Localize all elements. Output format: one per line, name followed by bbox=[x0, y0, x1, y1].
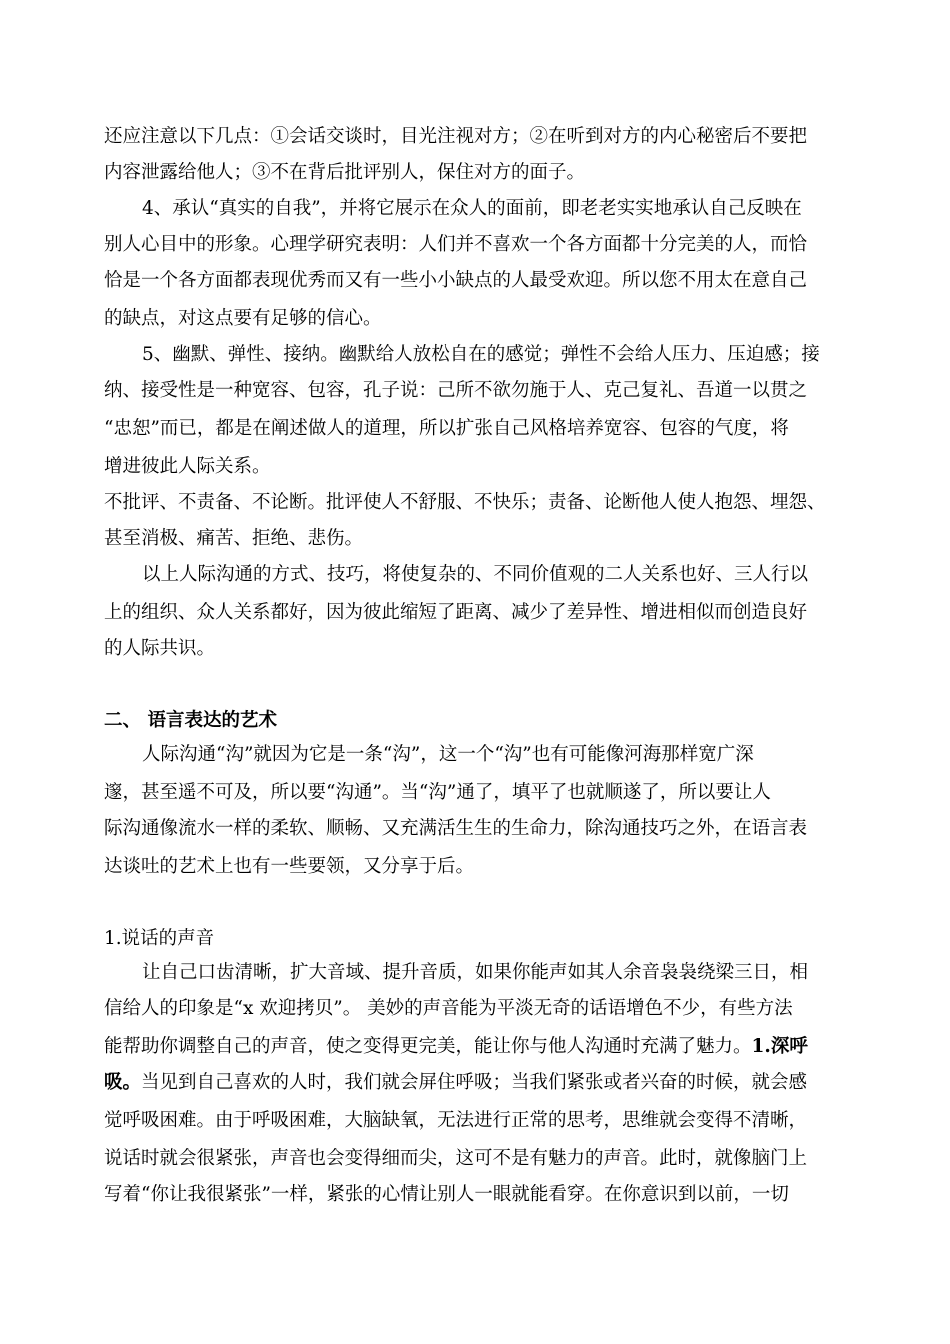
paragraph-line: “忠恕”而已，都是在阐述做人的道理，所以扩张自己风格培养宽容、包容的气度，将 bbox=[104, 418, 789, 439]
bold-term: 1.深呼 bbox=[751, 1036, 808, 1057]
paragraph-line: 说话时就会很紧张，声音也会变得细而尖，这可不是有魅力的声音。此时，就像脑门上 bbox=[104, 1148, 808, 1169]
paragraph-text: 当见到自己喜欢的人时，我们就会屏住呼吸；当我们紧张或者兴奋的时候，就会感 bbox=[141, 1072, 808, 1093]
paragraph-line: 内容泄露给他人；③不在背后批评别人，保住对方的面子。 bbox=[104, 162, 586, 183]
section-heading: 二、 语言表达的艺术 bbox=[104, 710, 277, 731]
paragraph-text: 能帮助你调整自己的声音，使之变得更完美，能让你与他人沟通时充满了魅力。 bbox=[104, 1036, 752, 1057]
paragraph-line: 恰是一个各方面都表现优秀而又有一些小小缺点的人最受欢迎。所以您不用太在意自己 bbox=[104, 270, 808, 291]
paragraph-line: 觉呼吸困难。由于呼吸困难，大脑缺氧，无法进行正常的思考，思维就会变得不清晰， bbox=[104, 1110, 808, 1131]
paragraph-line: 的人际共识。 bbox=[104, 638, 216, 659]
paragraph-line: 还应注意以下几点：①会话交谈时，目光注视对方；②在听到对方的内心秘密后不要把 bbox=[104, 126, 808, 147]
paragraph-line: 5、幽默、弹性、接纳。幽默给人放松自在的感觉；弹性不会给人压力、压迫感；接 bbox=[142, 344, 820, 365]
paragraph-line: 以上人际沟通的方式、技巧，将使复杂的、不同价值观的二人关系也好、三人行以 bbox=[142, 564, 809, 585]
subheading: 1.说话的声音 bbox=[104, 928, 215, 949]
paragraph-line: 不批评、不责备、不论断。批评使人不舒服、不快乐；责备、论断他人使人抱怨、埋怨、 bbox=[104, 492, 826, 513]
paragraph-line: 上的组织、众人关系都好，因为彼此缩短了距离、减少了差异性、增进相似而创造良好 bbox=[104, 602, 808, 623]
paragraph-line: 让自己口齿清晰，扩大音域、提升音质，如果你能声如其人余音袅袅绕梁三日，相 bbox=[142, 962, 809, 983]
paragraph-line: 写着“你让我很紧张”一样，紧张的心情让别人一眼就能看穿。在你意识到以前，一切 bbox=[104, 1184, 789, 1205]
paragraph-line: 达谈吐的艺术上也有一些要领，又分享于后。 bbox=[104, 856, 475, 877]
paragraph-line: 增进彼此人际关系。 bbox=[104, 456, 271, 477]
paragraph-line: 甚至消极、痛苦、拒绝、悲伤。 bbox=[104, 528, 364, 549]
paragraph-line: 的缺点，对这点要有足够的信心。 bbox=[104, 308, 382, 329]
paragraph-line: 际沟通像流水一样的柔软、顺畅、又充满活生生的生命力，除沟通技巧之外，在语言表 bbox=[104, 818, 808, 839]
paragraph-line: 4、承认“真实的自我”，并将它展示在众人的面前，即老老实实地承认自己反映在 bbox=[142, 198, 802, 219]
paragraph-line: 纳、接受性是一种宽容、包容，孔子说：己所不欲勿施于人、克己复礼、吾道一以贯之 bbox=[104, 380, 808, 401]
bold-term: 吸。 bbox=[104, 1072, 142, 1093]
paragraph-line bbox=[104, 1068, 807, 1098]
paragraph-line: 信给人的印象是“x 欢迎拷贝”。 美妙的声音能为平淡无奇的话语增色不少，有些方法 bbox=[104, 998, 793, 1019]
paragraph-line bbox=[104, 1032, 808, 1062]
paragraph-line: 人际沟通“沟”就因为它是一条“沟”，这一个“沟”也有可能像河海那样宽广深 bbox=[142, 744, 754, 765]
paragraph-line: 别人心目中的形象。心理学研究表明：人们并不喜欢一个各方面都十分完美的人，而恰 bbox=[104, 234, 808, 255]
paragraph-line: 邃，甚至遥不可及，所以要“沟通”。当“沟”通了，填平了也就顺遂了，所以要让人 bbox=[104, 782, 771, 803]
